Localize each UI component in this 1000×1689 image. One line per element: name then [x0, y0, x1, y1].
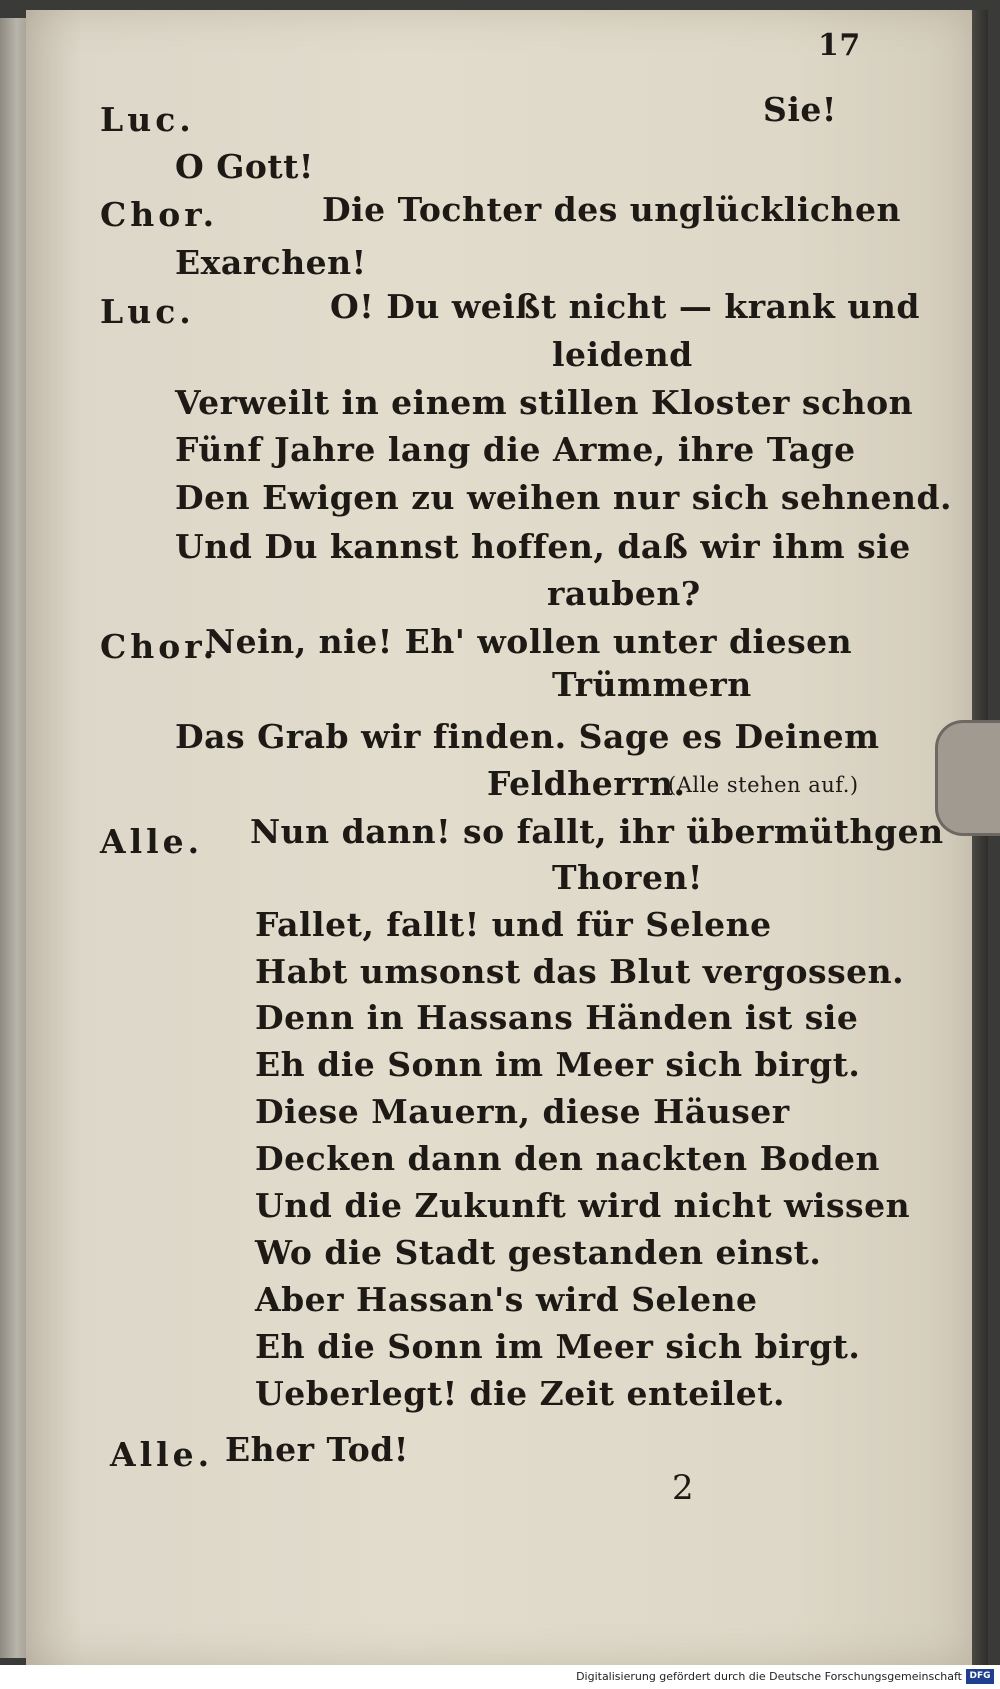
- speaker-label: Chor.: [100, 195, 219, 234]
- verse-line: Eher Tod!: [225, 1430, 409, 1469]
- verse-line: Denn in Hassans Händen ist sie: [255, 998, 859, 1037]
- verse-line: Fünf Jahre lang die Arme, ihre Tage: [175, 430, 856, 469]
- verse-line: Und die Zukunft wird nicht wissen: [255, 1186, 911, 1225]
- stage-direction: (Alle stehen auf.): [668, 773, 859, 797]
- verse-line: Decken dann den nackten Boden: [255, 1139, 881, 1178]
- speaker-label: Alle.: [110, 1435, 214, 1474]
- verse-line: rauben?: [547, 574, 701, 613]
- footer-bar: [0, 1665, 1000, 1689]
- verse-line: Den Ewigen zu weihen nur sich sehnend.: [175, 478, 953, 517]
- speaker-label: Luc.: [100, 100, 195, 139]
- speaker-label: Luc.: [100, 292, 195, 331]
- verse-line: Habt umsonst das Blut vergossen.: [255, 952, 905, 991]
- clip-tab: [935, 720, 1000, 836]
- verse-line: Verweilt in einem stillen Kloster schon: [175, 383, 914, 422]
- footer-credit: Digitalisierung gefördert durch die Deutsche Forschungsgemeinschaft: [576, 1670, 962, 1683]
- verse-line: O Gott!: [175, 147, 314, 186]
- verse-line: Eh die Sonn im Meer sich birgt.: [255, 1327, 861, 1366]
- verse-line: Sie!: [763, 90, 837, 129]
- verse-line: Die Tochter des unglücklichen: [322, 190, 901, 229]
- verse-line: Thoren!: [552, 858, 703, 897]
- verse-line: Diese Mauern, diese Häuser: [255, 1092, 790, 1131]
- verse-line: Exarchen!: [175, 243, 367, 282]
- verse-line: Feldherrn.: [487, 764, 686, 803]
- verse-line: Aber Hassan's wird Selene: [255, 1280, 758, 1319]
- signature-mark: 2: [672, 1468, 695, 1508]
- verse-line: Nun dann! so fallt, ihr übermüthgen: [250, 812, 944, 851]
- verse-line: leidend: [552, 335, 693, 374]
- verse-line: Das Grab wir finden. Sage es Deinem: [175, 717, 880, 756]
- verse-line: Nein, nie! Eh' wollen unter diesen: [205, 622, 853, 661]
- verse-line: Und Du kannst hoffen, daß wir ihm sie: [175, 527, 911, 566]
- page-number: 17: [818, 28, 861, 63]
- verse-line: O! Du weißt nicht — krank und: [330, 287, 920, 326]
- verse-line: Ueberlegt! die Zeit enteilet.: [255, 1374, 786, 1413]
- speaker-label: Chor.: [100, 627, 219, 666]
- speaker-label: Alle.: [100, 822, 204, 861]
- dfg-logo: DFG: [966, 1669, 994, 1684]
- page-right-edge: [972, 10, 988, 1665]
- verse-line: Eh die Sonn im Meer sich birgt.: [255, 1045, 861, 1084]
- verse-line: Fallet, fallt! und für Selene: [255, 905, 772, 944]
- verse-line: Trümmern: [552, 665, 752, 704]
- verse-line: Wo die Stadt gestanden einst.: [255, 1233, 822, 1272]
